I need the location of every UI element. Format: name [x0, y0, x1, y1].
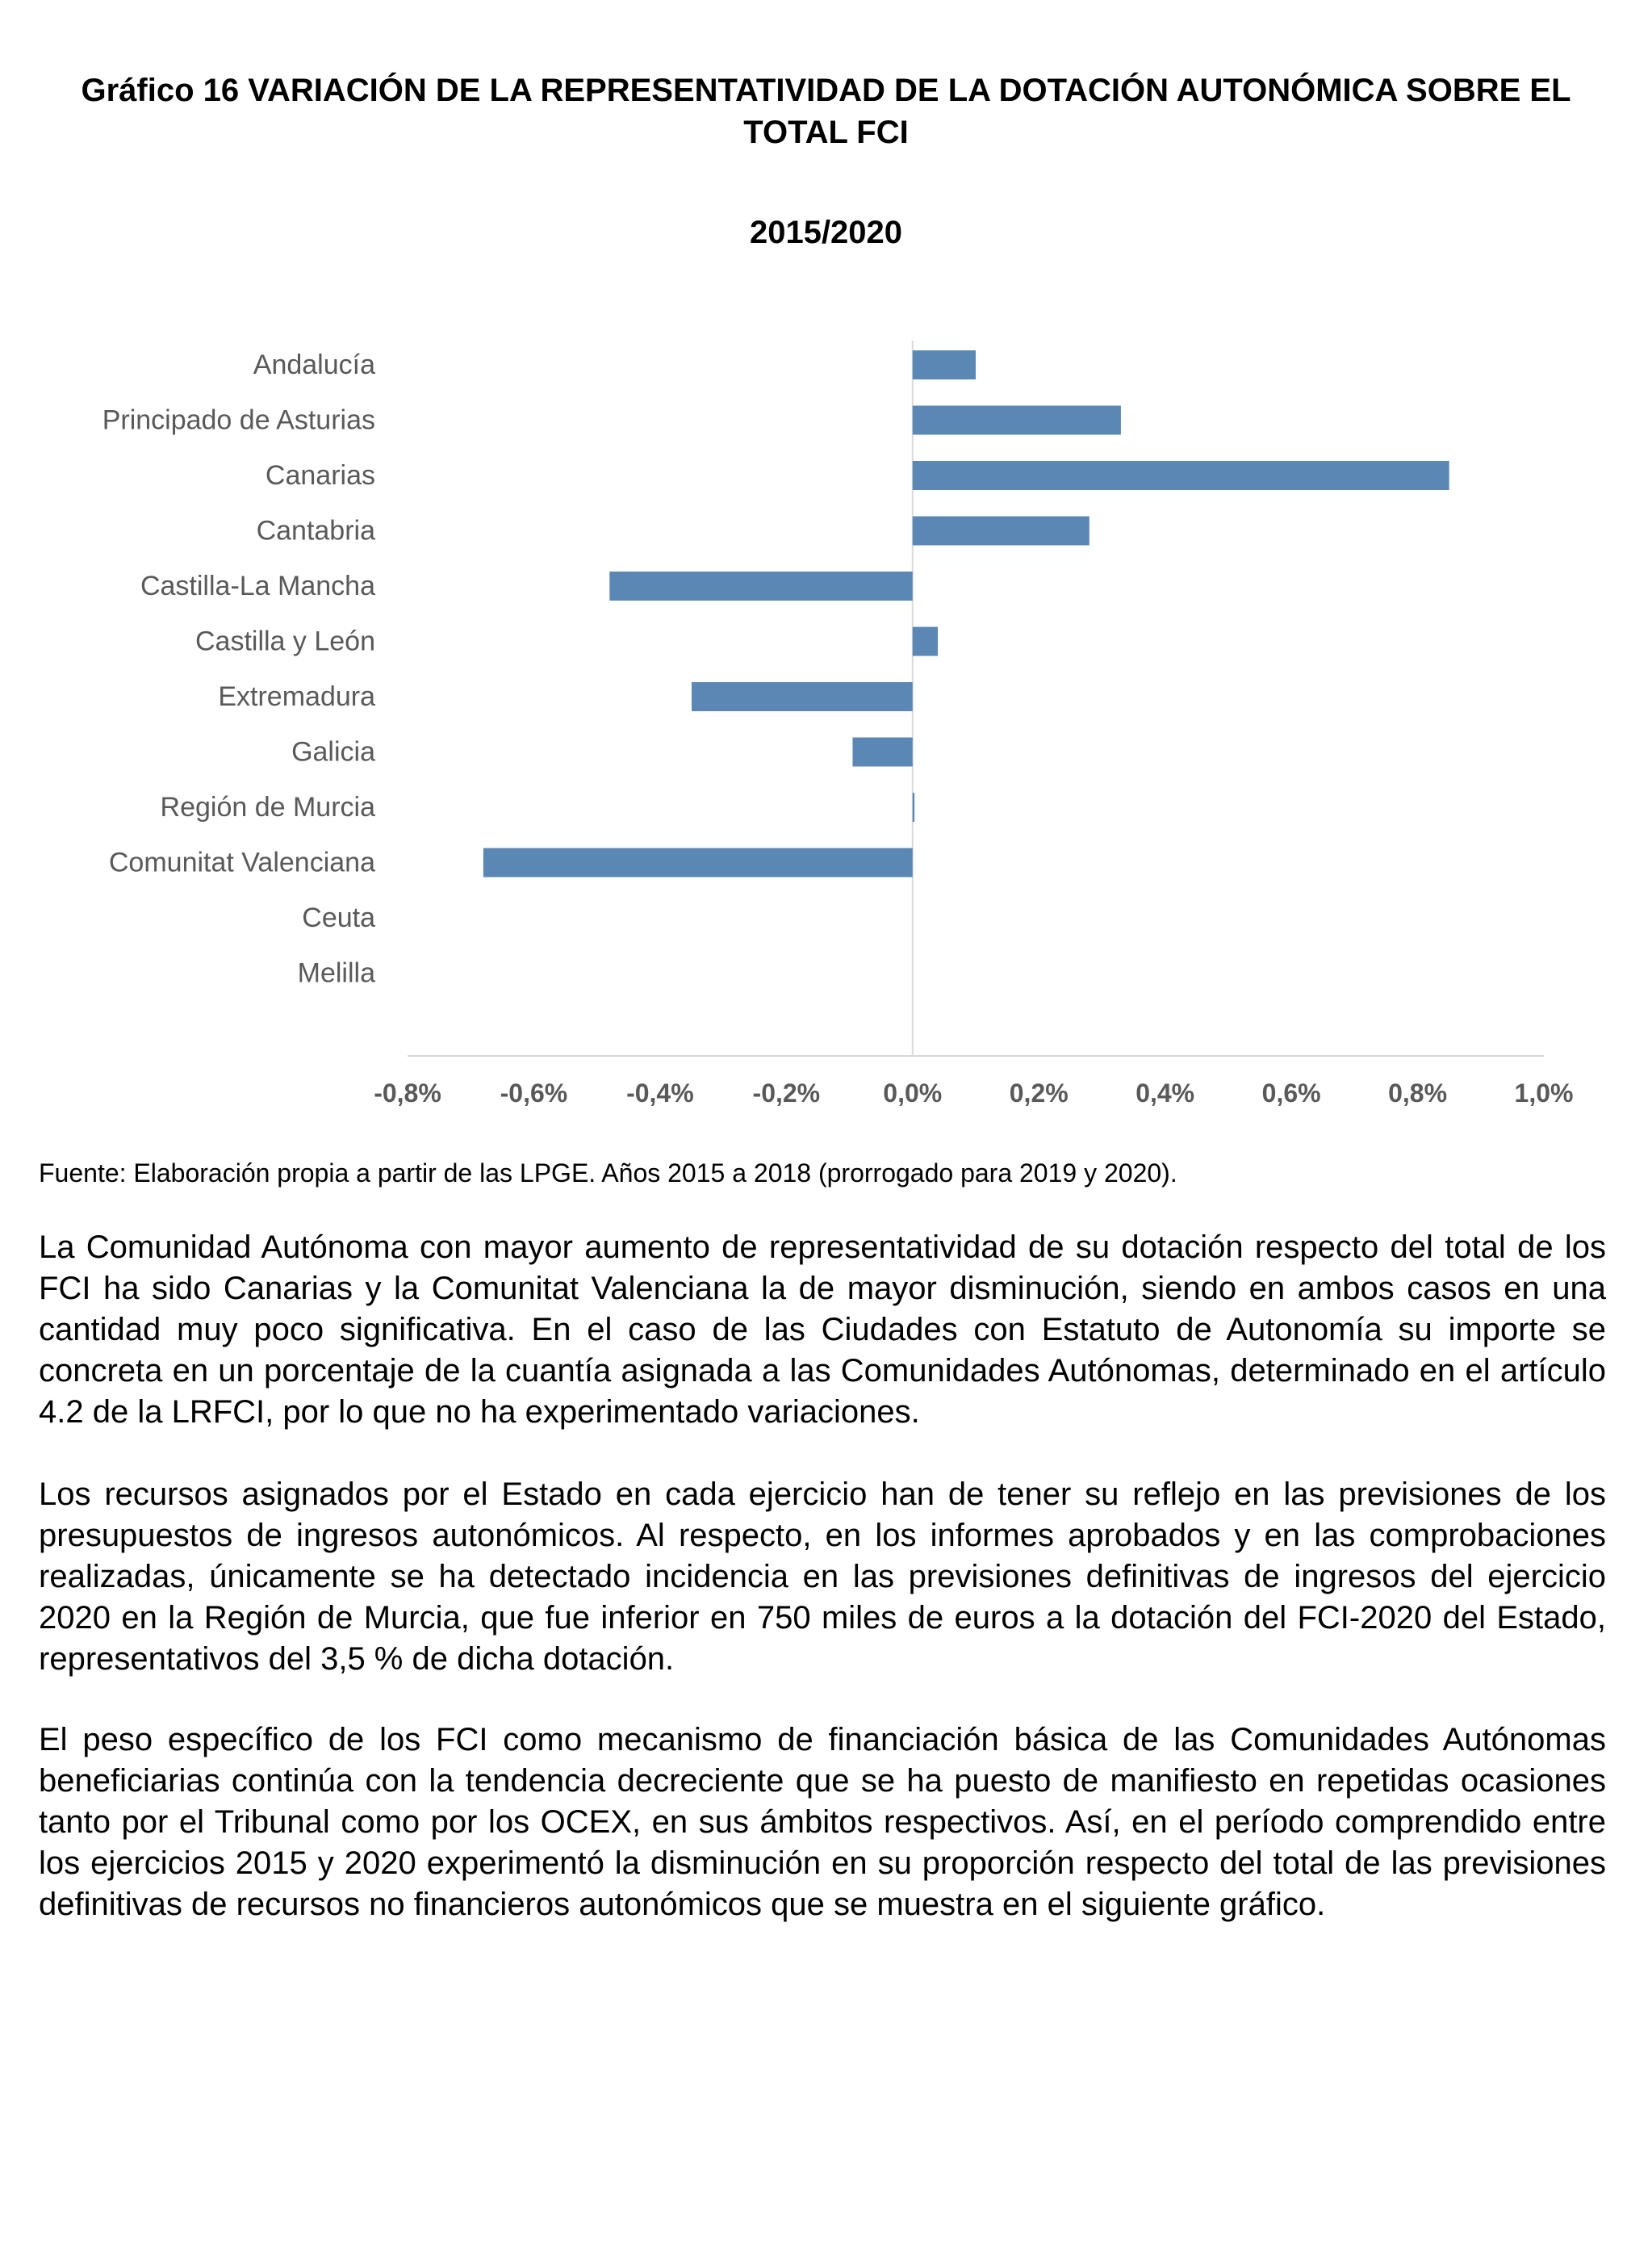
bar-9 — [913, 793, 914, 822]
x-tick-label: 1,0% — [1514, 1079, 1574, 1108]
category-label: Cantabria — [256, 515, 375, 547]
bar-8 — [852, 738, 912, 767]
x-tick-label: 0,0% — [883, 1079, 943, 1108]
category-label: Ceuta — [302, 903, 375, 933]
x-tick-label: -0,6% — [500, 1079, 568, 1108]
bar-6 — [913, 627, 938, 656]
bar-7 — [692, 682, 913, 711]
chart-subtitle: 2015/2020 — [749, 215, 903, 250]
x-tick-label: -0,8% — [374, 1079, 441, 1108]
x-tick-label: 0,8% — [1388, 1079, 1448, 1108]
category-label: Melilla — [297, 957, 375, 989]
category-label: Galicia — [291, 736, 375, 768]
category-label: Extremadura — [218, 681, 375, 712]
bar-10 — [483, 848, 913, 878]
category-label: Comunitat Valenciana — [108, 847, 375, 878]
category-label: Castilla-La Mancha — [140, 571, 375, 601]
category-label: Principado de Asturias — [102, 404, 375, 436]
category-label: Canarias — [265, 460, 375, 491]
x-tick-label: 0,2% — [1009, 1079, 1069, 1108]
paragraph-3: El peso específico de los FCI como mecanismo de financiación básica de las Comunidades Autónomas beneficiarias continúa con la tendencia decreciente que se ha puesto de manifiesto en repetidas ocasiones tanto por el Tribunal como por los OCEX, en sus ámbitos respectivos. Así, en el período comprendido entre los ejercicios 2015 y 2020 experimentó la disminución en su proporción respecto del total de las previsiones definitivas de recursos no financieros autonómicos que se muestra en el siguiente gráfico. — [39, 1722, 1606, 1922]
bar-chart — [0, 323, 1652, 1114]
paragraph-1: La Comunidad Autónoma con mayor aumento de representatividad de su dotación respecto del total de los FCI ha sido Canarias y la Comunitat Valenciana la de mayor disminución, siendo en ambos casos en una cantidad muy poco significativa. En el caso de las Ciudades con Estatuto de Autonomía su importe se concreta en un porcentaje de la cuantía asignada a las Comunidades Autónomas, determinado en el artículo 4.2 de la LRFCI, por lo que no ha experimentado variaciones. — [39, 1229, 1606, 1430]
category-label: Región de Murcia — [160, 792, 375, 823]
category-label: Castilla y León — [194, 626, 375, 657]
paragraph-2: Los recursos asignados por el Estado en cada ejercicio han de tener su reflejo en las previsiones de los presupuestos de ingresos autonómicos. Al respecto, en los informes aprobados y en las comprobaciones realizadas, únicamente se ha detectado incidencia en las previsiones definitivas de ingresos del ejercicio 2020 en la Región de Murcia, que fue inferior en 750 miles de euros a la dotación del FCI-2020 del Estado, representativos del 3,5 % de dicha dotación. — [39, 1477, 1606, 1677]
source-note: Fuente: Elaboración propia a partir de las LPGE. Años 2015 a 2018 (prorrogado para 2019 y 2020). — [39, 1158, 1177, 1188]
x-tick-label: -0,2% — [752, 1079, 821, 1108]
chart-title: Gráfico 16 VARIACIÓN DE LA REPRESENTATIVIDAD DE LA DOTACIÓN AUTONÓMICA SOBRE EL TOTAL FCI — [81, 73, 1571, 150]
bar-2 — [913, 406, 1121, 435]
bar-5 — [609, 572, 912, 601]
category-label: Andalucía — [253, 350, 375, 380]
bar-4 — [913, 517, 1089, 546]
x-tick-label: 0,4% — [1135, 1079, 1195, 1108]
x-tick-label: 0,6% — [1261, 1079, 1321, 1108]
bar-1 — [913, 350, 976, 379]
bar-3 — [913, 461, 1449, 490]
x-tick-label: -0,4% — [626, 1079, 694, 1108]
